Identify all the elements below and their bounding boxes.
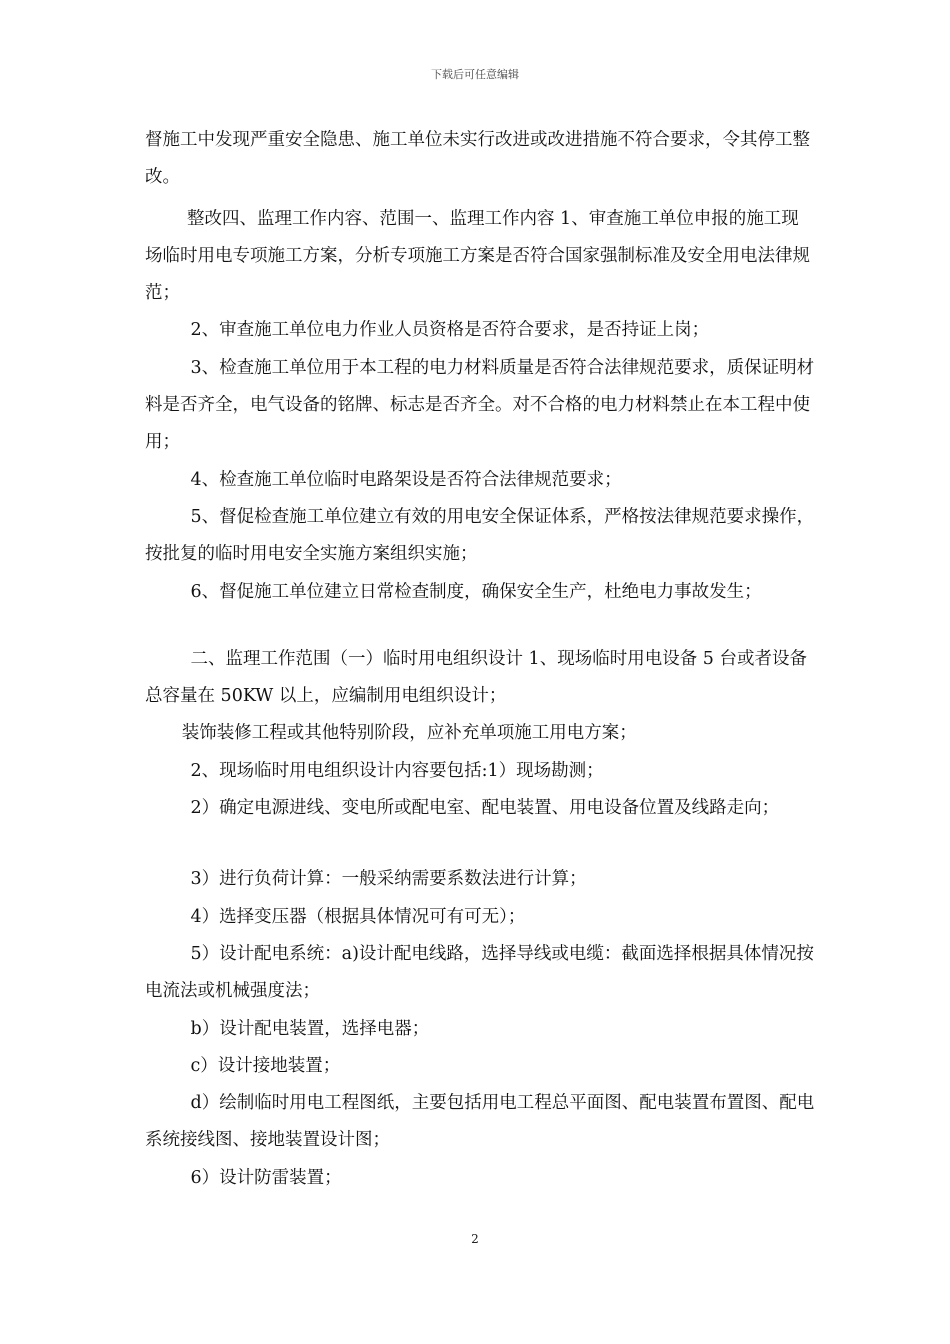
paragraph-gap [145, 827, 815, 861]
paragraph-gap [145, 611, 815, 641]
paragraph: 4、检查施工单位临时电路架设是否符合法律规范要求； [190, 469, 622, 490]
paragraph: 6、督促施工单位建立日常检查制度，确保安全生产，杜绝电力事故发生； [190, 581, 762, 602]
paragraph: d）绘制临时用电工程图纸，主要包括用电工程总平面图、配电装置布置图、配电系统接线图、接地装置设计图； [145, 1093, 815, 1151]
paragraph: 3、检查施工单位用于本工程的电力材料质量是否符合法律规范要求，质保证明材料是否齐全，电气设备的铭牌、标志是否齐全。对不合格的电力材料禁止在本工程中使用； [145, 357, 815, 453]
paragraph: 6）设计防雷装置； [190, 1167, 342, 1188]
paragraph: 二、监理工作范围（一）临时用电组织设计 1、现场临时用电设备 5 台或者设备总容量在 50KW 以上，应编制用电组织设计； [145, 648, 807, 707]
page-header: 下载后可任意编辑 [431, 68, 519, 81]
paragraph: 2）确定电源进线、变电所或配电室、配电装置、用电设备位置及线路走向； [190, 798, 780, 819]
document-body [145, 122, 815, 1197]
paragraph: 2、现场临时用电组织设计内容要包括:1）现场勘测； [190, 760, 604, 781]
paragraph: 4）选择变压器（根据具体情况可有可无）； [190, 906, 526, 927]
paragraph: c）设计接地装置； [190, 1055, 341, 1076]
paragraph: 3）进行负荷计算：一般采纳需要系数法进行计算； [190, 869, 587, 890]
paragraph: 5）设计配电系统：a)设计配电线路，选择导线或电缆：截面选择根据具体情况按电流法或机械强度法； [145, 943, 814, 1002]
paragraph: b）设计配电装置，选择电器； [190, 1018, 430, 1039]
paragraph: 督施工中发现严重安全隐患、施工单位未实行改进或改进措施不符合要求，令其停工整改。 [145, 130, 810, 188]
paragraph: 整改四、监理工作内容、范围一、监理工作内容 1、审查施工单位申报的施工现场临时用电专项施工方案，分析专项施工方案是否符合国家强制标准及安全用电法律规范； [145, 208, 810, 304]
paragraph: 装饰装修工程或其他特别阶段，应补充单项施工用电方案； [181, 723, 637, 744]
paragraph: 5、督促检查施工单位建立有效的用电安全保证体系，严格按法律规范要求操作，按批复的临时用电安全实施方案组织实施； [145, 506, 815, 565]
page-number: 2 [471, 1232, 479, 1246]
paragraph: 2、审查施工单位电力作业人员资格是否符合要求，是否持证上岗； [190, 320, 710, 341]
